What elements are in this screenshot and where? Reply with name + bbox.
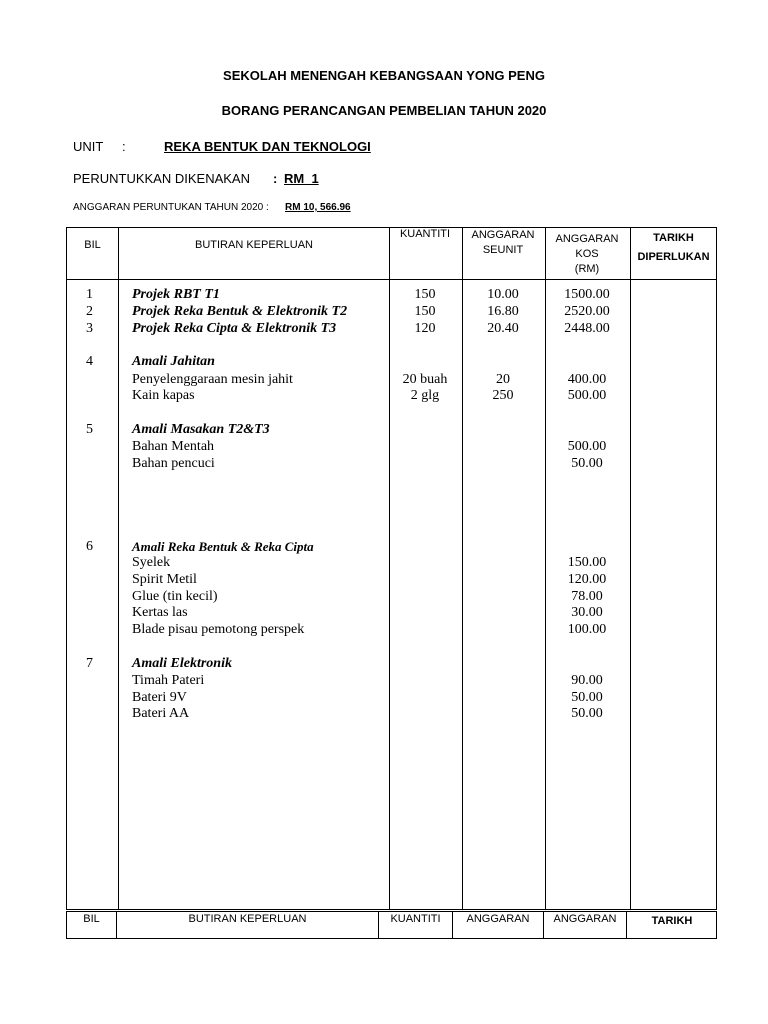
row-kuantiti: 120 [414,321,436,336]
header-kuantiti: KUANTITI [399,228,451,240]
col-tarikh-body [631,280,717,910]
row-kos: 50.00 [571,456,603,471]
row-bil: 1 [86,287,93,302]
header-bil: BIL [84,239,101,251]
form-title: BORANG PERANCANGAN PEMBELIAN TAHUN 2020 [221,103,547,118]
header-kos-line3: (RM) [574,263,600,275]
row-bil: 7 [86,656,93,671]
row-seunit: 10.00 [487,287,519,302]
row-kos: 500.00 [567,388,607,403]
header-seunit-line2: SEUNIT [482,244,524,256]
header-tarikh-line2: DIPERLUKAN [637,251,710,263]
budget-value: RM 10, 566.96 [285,202,351,213]
row-bil: 3 [86,321,93,336]
unit-label: UNIT [73,139,104,154]
row-kos: 50.00 [571,690,603,705]
row-item: Glue (tin kecil) [132,589,218,604]
school-name: SEKOLAH MENENGAH KEBANGSAAN YONG PENG [223,68,545,83]
row-item: Kertas las [132,605,188,620]
row-item: Syelek [132,555,171,570]
row-section-title: Projek RBT T1 [132,287,220,302]
row-kos: 50.00 [571,706,603,721]
row-seunit: 16.80 [487,304,519,319]
row-kos: 150.00 [567,555,607,570]
footer-kuantiti: KUANTITI [390,913,441,925]
row-kuantiti: 150 [414,304,436,319]
row-item: Bahan Mentah [132,439,215,454]
row-section-title: Amali Masakan T2&T3 [132,422,270,437]
row-bil: 2 [86,304,93,319]
budget-label: ANGGARAN PERUNTUKAN TAHUN 2020 : [73,202,269,213]
col-bil-header [67,228,119,280]
row-kos: 30.00 [571,605,603,620]
row-item: Bateri AA [132,706,190,721]
row-kos: 2520.00 [564,304,610,319]
allocation-colon: : [273,171,278,186]
row-bil: 5 [86,422,93,437]
row-kos: 120.00 [567,572,607,587]
row-item: Penyelenggaraan mesin jahit [132,372,293,387]
row-section-title: Projek Reka Bentuk & Elektronik T2 [132,304,348,319]
row-kos: 78.00 [571,589,603,604]
unit-value: REKA BENTUK DAN TEKNOLOGI [164,139,371,154]
row-seunit: 20 [496,372,510,387]
row-item: Blade pisau pemotong perspek [132,622,305,637]
row-bil: 6 [86,539,93,554]
row-kuantiti: 2 glg [410,388,440,403]
row-section-title: Amali Jahitan [132,354,215,369]
row-kos: 500.00 [567,439,607,454]
row-item: Timah Pateri [132,673,205,688]
row-item: Kain kapas [132,388,195,403]
row-item: Bahan pencuci [132,456,215,471]
header-tarikh-line1: TARIKH [653,232,694,244]
header-seunit-line1: ANGGARAN [471,229,535,241]
header-kos-line2: KOS [575,248,599,260]
footer-kos: ANGGARAN [553,913,617,925]
row-section-title: Projek Reka Cipta & Elektronik T3 [132,321,337,336]
row-section-title: Amali Elektronik [132,656,232,671]
col-bil-body [67,280,119,910]
row-seunit: 20.40 [487,321,519,336]
row-section-title: Amali Reka Bentuk & Reka Cipta [132,539,314,554]
row-kos: 100.00 [567,622,607,637]
row-bil: 4 [86,354,93,369]
row-kos: 90.00 [571,673,603,688]
header-butiran: BUTIRAN KEPERLUAN [195,239,313,251]
row-kos: 400.00 [567,372,607,387]
header-kos-line1: ANGGARAN [555,233,619,245]
row-kuantiti: 20 buah [402,372,448,387]
footer-butiran: BUTIRAN KEPERLUAN [188,913,307,925]
footer-tarikh: TARIKH [651,915,693,927]
row-seunit: 250 [492,388,514,403]
row-item: Bateri 9V [132,690,187,705]
row-item: Spirit Metil [132,572,197,587]
allocation-value: RM 1 [284,171,319,186]
col-butiran-header [119,228,390,280]
row-kuantiti: 150 [414,287,436,302]
footer-bil: BIL [83,913,100,925]
footer-seunit: ANGGARAN [466,913,530,925]
allocation-label: PERUNTUKKAN DIKENAKAN [73,171,250,186]
unit-colon: : [122,139,126,154]
row-kos: 1500.00 [564,287,610,302]
row-kos: 2448.00 [564,321,610,336]
